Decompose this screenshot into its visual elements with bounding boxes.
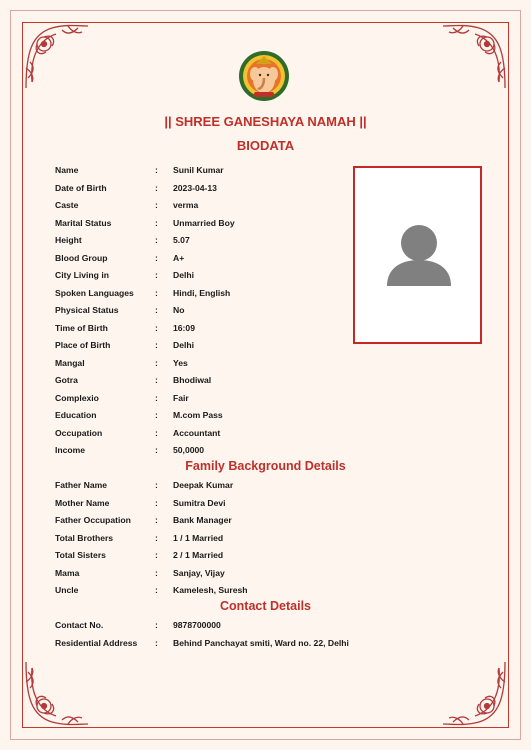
detail-row-mangal [55, 356, 188, 370]
family-section-heading: Family Background Details [185, 459, 346, 473]
detail-separator: : [155, 165, 158, 175]
detail-row-blood-group [55, 251, 184, 265]
detail-separator: : [155, 375, 158, 385]
family-row-total-sisters [55, 548, 223, 562]
photo-placeholder[interactable] [353, 166, 482, 344]
detail-separator: : [155, 357, 158, 368]
user-avatar-icon [385, 224, 453, 288]
detail-label: Education [55, 410, 97, 420]
detail-value: A+ [173, 252, 185, 263]
family-row-uncle [55, 583, 248, 597]
detail-row-height [55, 233, 190, 247]
detail-value: Bank Manager [173, 515, 232, 525]
detail-row-city [55, 268, 194, 282]
detail-value: 5.07 [173, 235, 190, 245]
detail-row-occupation [55, 426, 220, 440]
detail-separator: : [155, 427, 158, 438]
detail-value: Kamelesh, Suresh [173, 585, 248, 595]
detail-label: Blood Group [55, 252, 108, 263]
detail-row-physical-status [55, 303, 184, 317]
detail-separator: : [155, 322, 158, 333]
detail-row-time-of-birth [55, 321, 195, 335]
detail-separator: : [155, 182, 158, 193]
detail-separator: : [155, 637, 158, 648]
detail-label: Place of Birth [55, 340, 111, 350]
detail-label: Mangal [55, 357, 85, 368]
detail-label: Height [55, 235, 82, 245]
detail-label: Gotra [55, 375, 78, 385]
detail-separator: : [155, 550, 158, 560]
contact-row-number [55, 618, 221, 632]
detail-value: Delhi [173, 340, 195, 350]
detail-value: 1 / 1 Married [173, 532, 224, 543]
detail-value: Fair [173, 392, 189, 403]
contact-row-address [55, 636, 349, 650]
detail-value: verma [173, 200, 199, 210]
detail-separator: : [155, 217, 158, 228]
detail-label: Time of Birth [55, 322, 108, 333]
detail-separator: : [155, 585, 158, 595]
detail-separator: : [155, 270, 158, 280]
detail-value: Sumitra Devi [173, 497, 226, 508]
detail-label: Name [55, 165, 79, 175]
corner-ornament-icon [22, 22, 92, 92]
page-title: BIODATA [236, 138, 295, 153]
detail-row-name [55, 163, 224, 177]
detail-value: Unmarried Boy [173, 217, 235, 228]
detail-label: City Living in [55, 270, 109, 280]
detail-label: Caste [55, 200, 79, 210]
family-row-father-occupation [55, 513, 232, 527]
detail-label: Residential Address [55, 637, 138, 648]
detail-separator: : [155, 305, 158, 315]
detail-value: Yes [173, 357, 188, 368]
contact-section-heading: Contact Details [220, 599, 311, 613]
detail-separator: : [155, 410, 158, 420]
detail-label: Income [55, 445, 86, 455]
detail-separator: : [155, 515, 158, 525]
ganesha-icon [238, 50, 290, 102]
detail-row-education [55, 408, 223, 422]
detail-row-gotra [55, 373, 211, 387]
detail-separator: : [155, 200, 158, 210]
corner-ornament-icon [439, 658, 509, 728]
detail-value: No [173, 305, 185, 315]
detail-separator: : [155, 392, 158, 403]
detail-separator: : [155, 532, 158, 543]
detail-separator: : [155, 287, 158, 298]
detail-row-income [55, 443, 204, 457]
detail-value: Hindi, English [173, 287, 231, 298]
detail-label: Spoken Languages [55, 287, 134, 298]
detail-value: M.com Pass [173, 410, 223, 420]
detail-value: Sunil Kumar [173, 165, 224, 175]
detail-value: 9878700000 [173, 620, 221, 630]
detail-value: Sanjay, Vijay [173, 567, 225, 578]
corner-ornament-icon [439, 22, 509, 92]
detail-label: Uncle [55, 585, 79, 595]
detail-row-date-of-birth [55, 181, 217, 195]
detail-label: Father Occupation [55, 515, 131, 525]
detail-separator: : [155, 480, 158, 490]
detail-separator: : [155, 445, 158, 455]
detail-separator: : [155, 620, 158, 630]
detail-label: Mama [55, 567, 80, 578]
detail-row-complexion [55, 391, 189, 405]
detail-label: Marital Status [55, 217, 112, 228]
family-row-mother-name [55, 496, 226, 510]
detail-value: Bhodiwal [173, 375, 212, 385]
family-row-total-brothers [55, 531, 223, 545]
detail-row-caste [55, 198, 198, 212]
family-row-mama [55, 566, 225, 580]
detail-label: Total Sisters [55, 550, 106, 560]
detail-label: Father Name [55, 480, 108, 490]
detail-value: 50,0000 [173, 445, 205, 455]
family-row-father-name [55, 478, 233, 492]
detail-separator: : [155, 340, 158, 350]
detail-label: Total Brothers [55, 532, 114, 543]
corner-ornament-icon [22, 658, 92, 728]
detail-label: Contact No. [55, 620, 104, 630]
detail-label: Physical Status [55, 305, 119, 315]
invocation-heading: || SHREE GANESHAYA NAMAH || [164, 114, 367, 129]
detail-row-languages [55, 286, 230, 300]
detail-separator: : [155, 497, 158, 508]
detail-label: Mother Name [55, 497, 110, 508]
detail-value: 2023-04-13 [173, 182, 217, 193]
detail-separator: : [155, 235, 158, 245]
detail-value: 16:09 [173, 322, 195, 333]
detail-separator: : [155, 252, 158, 263]
detail-value: Behind Panchayat smiti, Ward no. 22, Delhi [173, 637, 349, 648]
detail-value: 2 / 1 Married [173, 550, 224, 560]
detail-row-place-of-birth [55, 338, 194, 352]
detail-value: Accountant [173, 427, 221, 438]
detail-label: Occupation [55, 427, 103, 438]
detail-label: Date of Birth [55, 182, 107, 193]
detail-label: Complexio [55, 392, 99, 403]
detail-value: Delhi [173, 270, 195, 280]
detail-separator: : [155, 567, 158, 578]
detail-value: Deepak Kumar [173, 480, 234, 490]
detail-row-marital-status [55, 216, 235, 230]
